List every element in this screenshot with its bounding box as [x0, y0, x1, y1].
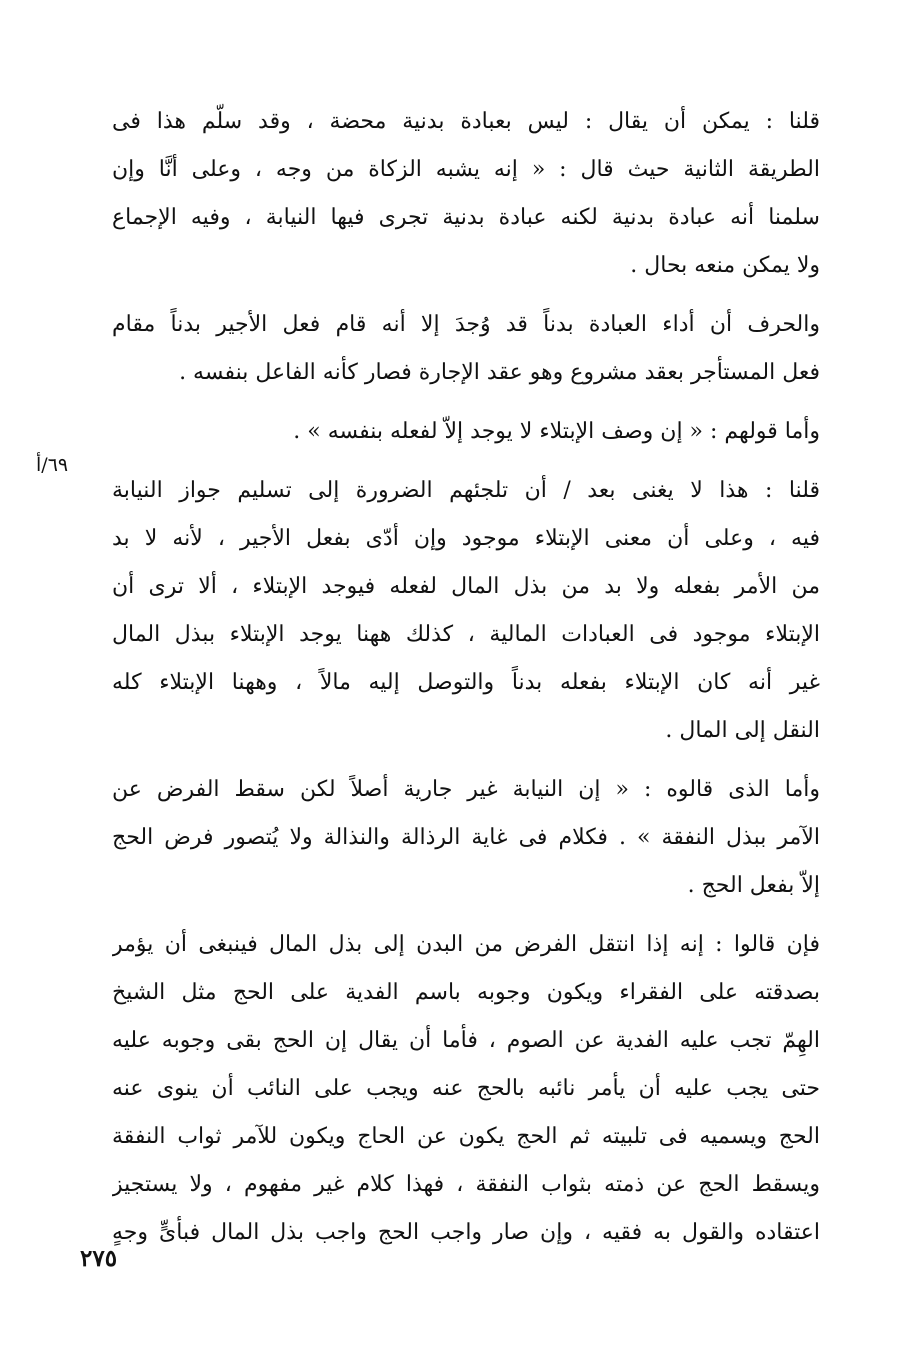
text-line: قلنا : هذا لا يغنى بعد / أن تلجئهم الضرورة إلى تسليم جواز النيابة [112, 478, 820, 503]
text-line: الحج ويسميه فى تلبيته ثم الحج يكون عن الحاج ويكون للآمر ثواب النفقة [112, 1124, 820, 1149]
text-line: غير أنه كان الإبتلاء بفعله بدناً والتوصل إليه مالاً ، وههنا الإبتلاء كله [112, 670, 820, 695]
text-line: ولا يمكن منعه بحال . [630, 253, 820, 278]
text-line: اعتقاده والقول به فقيه ، وإن صار واجب الحج واجب بذل المال فبأىٍّ وجهٍ [112, 1220, 820, 1245]
text-line: فعل المستأجر بعقد مشروع وهو عقد الإجارة فصار كأنه الفاعل بنفسه . [179, 360, 820, 385]
text-line: الآمر ببذل النفقة » . فكلام فى غاية الرذالة والنذالة ولا يُتصور فرض الحج [112, 825, 820, 850]
text-line: والحرف أن أداء العبادة بدناً قد وُجدَ إلا أنه قام فعل الأجير بدناً مقام [112, 312, 820, 337]
text-line: وأما الذى قالوه : « إن النيابة غير جارية أصلاً لكن سقط الفرض عن [112, 777, 820, 802]
text-line: إلاّ بفعل الحج . [687, 873, 820, 898]
text-line: الهِمّ تجب عليه الفدية عن الصوم ، فأما أن يقال إن الحج بقى وجوبه عليه [112, 1028, 820, 1053]
paragraph [112, 98, 820, 290]
manuscript-folio-note: ٦٩/أ [36, 454, 69, 476]
text-line: ويسقط الحج عن ذمته بثواب النفقة ، فهذا كلام غير مفهوم ، ولا يستجيز [112, 1172, 820, 1197]
page-number: ٢٧٥ [80, 1245, 118, 1272]
text-line: بصدقته على الفقراء ويكون وجوبه باسم الفدية على الحج مثل الشيخ [112, 980, 820, 1005]
body-text [112, 98, 820, 1257]
paragraph [112, 467, 820, 755]
text-line: من الأمر بفعله ولا بد من بذل المال لفعله فيوجد الإبتلاء ، ألا ترى أن [112, 574, 820, 599]
paragraph [112, 301, 820, 397]
paragraph [112, 921, 820, 1257]
text-line: الإبتلاء موجود فى العبادات المالية ، كذلك ههنا يوجد الإبتلاء ببذل المال [112, 622, 820, 647]
text-line: الطريقة الثانية حيث قال : « إنه يشبه الزكاة من وجه ، وعلى أنَّا وإن [112, 157, 820, 182]
text-line: سلمنا أنه عبادة بدنية لكنه عبادة بدنية تجرى فيها النيابة ، وفيه الإجماع [112, 205, 820, 230]
text-line: فيه ، وعلى أن معنى الإبتلاء موجود وإن أدّى بفعل الأجير ، لأنه لا بد [112, 526, 820, 551]
text-line: حتى يجب عليه أن يأمر نائبه بالحج عنه ويجب على النائب أن ينوى عنه [112, 1076, 820, 1101]
text-line: قلنا : يمكن أن يقال : ليس بعبادة بدنية محضة ، وقد سلّم هذا فى [112, 109, 820, 134]
text-line: وأما قولهم : « إن وصف الإبتلاء لا يوجد إلاّ لفعله بنفسه » . [293, 419, 820, 444]
paragraph [112, 408, 820, 456]
paragraph [112, 766, 820, 910]
text-line: فإن قالوا : إنه إذا انتقل الفرض من البدن إلى بذل المال فينبغى أن يؤمر [112, 932, 820, 957]
text-line: النقل إلى المال . [665, 718, 820, 743]
